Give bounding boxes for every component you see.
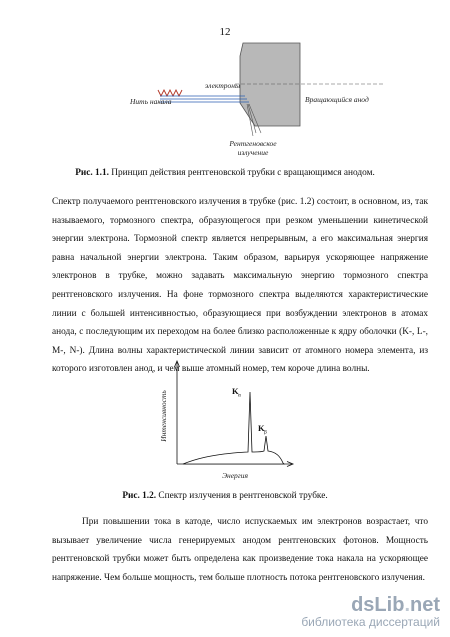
- peak-k-alpha-label: K: [232, 386, 239, 396]
- figure1-caption-text: Принцип действия рентгеновской трубки с вращающимся анодом.: [108, 168, 375, 178]
- y-axis-label: Интенсивность: [159, 390, 168, 442]
- figure2-caption: [0, 491, 450, 501]
- dslib-subtitle: библиотека диссертаций: [301, 615, 440, 629]
- label-rotating-anode: Вращающийся анод: [305, 95, 369, 104]
- bremsstrahlung-curve: [183, 392, 284, 464]
- label-filament: Нить накала: [130, 97, 172, 106]
- paragraph-2: При повышении тока в катоде, число испускаемых им электронов возрастает, что вызывает увеличение числа генерируемых анодом рентгеновских фотонов. Мощность рентгеновской трубки может быть определена как произведение тока накала на ускоряющее напряжение. Чем больше мощность, тем больше плотность потока рентгеновского излучения.: [52, 517, 428, 583]
- figure1-caption: [0, 168, 450, 178]
- label-electrons: электроны: [205, 81, 241, 90]
- paragraph-1: Спектр получаемого рентгеновского излучения в трубке (рис. 1.2) состоит, в основном, из, так называемого, тормозного спектра, образующегося при резком уменьшении кинетической энергии электрона. Тормозной спектр является непрерывным, а его максимальная энергия равна начальной энергии электрона. Таким образом, варьируя ускоряющее напряжение электронов в трубке, можно задавать максимальную энергию тормозного спектра рентгеновского излучения. На фоне тормозного спектра выделяются характеристические линии с большей интенсивностью, образующиеся при возбуждении электронов в атомах анода, с последующим их переходом на более близко расположенные к ядру оболочки (K-, L-, M-, N-). Длина волны характеристической линии зависит от атомного номера элемента, из которого изготовлен анод, и чем выше атомный номер, тем короче длина волны.: [52, 197, 428, 375]
- figure2-caption-number: Рис. 1.2.: [122, 491, 157, 501]
- dslib-watermark: [301, 595, 440, 629]
- dslib-logo: [301, 595, 440, 615]
- peak-k-alpha-subscript: α: [238, 392, 241, 399]
- figure1-caption-number: Рис. 1.1.: [75, 168, 109, 178]
- filament-coil-icon: [158, 90, 182, 96]
- dslib-logo-main: dsLib: [351, 594, 405, 616]
- peak-k-beta-label: K: [258, 423, 265, 433]
- dslib-logo-dot: .: [404, 594, 410, 616]
- figure2-caption-text: Спектр излучения в рентгеновской трубке.: [156, 491, 328, 501]
- spectrum-diagram: [150, 358, 320, 486]
- dslib-logo-tld: net: [410, 594, 440, 616]
- label-xray-1: Рентгеновское: [229, 139, 277, 148]
- x-axis-label: Энергия: [222, 471, 248, 480]
- label-xray-2: излучение: [237, 148, 269, 157]
- peak-k-beta-subscript: β: [264, 429, 267, 436]
- page-number: 12: [219, 26, 231, 38]
- xray-tube-diagram: [95, 38, 395, 173]
